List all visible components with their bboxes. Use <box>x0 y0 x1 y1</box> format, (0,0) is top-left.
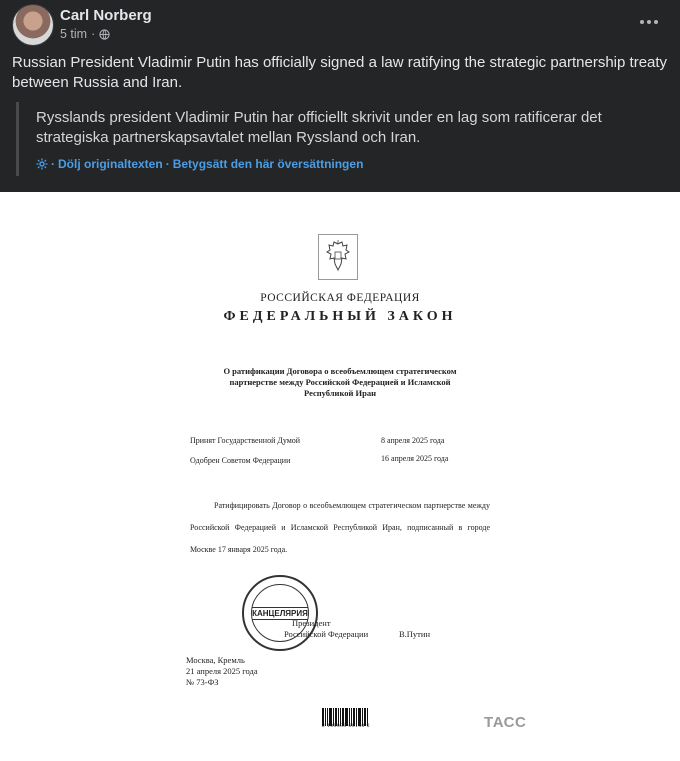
adopted-label: Принят Государственной Думой <box>190 436 301 445</box>
law-title <box>190 366 490 399</box>
country-heading: РОССИЙСКАЯ ФЕДЕРАЦИЯ <box>260 292 420 304</box>
translation-links <box>36 157 363 171</box>
law-heading: ФЕДЕРАЛЬНЫЙ ЗАКОН <box>223 309 457 324</box>
translate-gear-icon <box>36 158 48 170</box>
translation-block <box>16 102 669 176</box>
link-separator: · <box>51 157 55 171</box>
more-options-button[interactable] <box>638 11 660 33</box>
law-title-line: Республикой Иран <box>303 388 376 398</box>
place-and-number <box>186 655 258 688</box>
date-line: 21 апреля 2025 года <box>186 666 258 676</box>
avatar[interactable] <box>12 4 54 46</box>
link-separator: · <box>165 157 170 171</box>
double-headed-eagle-icon <box>325 240 351 274</box>
law-title-line: О ратификации Договора о всеобъемлющем стратегическом <box>223 366 457 376</box>
law-document-image[interactable] <box>0 192 680 761</box>
chancellery-stamp <box>242 575 318 651</box>
more-dots-icon <box>640 20 644 24</box>
hide-original-link[interactable]: Dölj originaltexten <box>58 157 163 171</box>
signature-role-line-1: Президент <box>292 618 331 628</box>
signature-name: В.Путин <box>399 629 430 639</box>
approved-date: 16 апреля 2025 года <box>381 454 449 463</box>
post-time[interactable]: 5 tim <box>60 27 88 41</box>
law-body-text: Ратифицировать Договор о всеобъемлющем стратегическом партнерстве между Российской Федерацией и Исламской Республикой Иран, подписанный в городе Москве 17 января 2025 года. <box>190 501 490 554</box>
law-body <box>190 495 490 561</box>
tass-logo: ТАСС <box>484 714 527 731</box>
facebook-post <box>0 0 680 192</box>
law-title-line: партнерстве между Российской Федерацией и Исламской <box>229 377 451 387</box>
law-number: № 73-ФЗ <box>186 677 219 687</box>
rate-translation-link[interactable]: Betygsätt den här översättningen <box>172 157 364 171</box>
post-text: Russian President Vladimir Putin has officially signed a law ratifying the strategic partnership treaty between Russia and Iran. <box>12 54 668 91</box>
translation-text: Rysslands president Vladimir Putin har officiellt skrivit under en lag som ratificerar det strategiska partnerskapsavtalet mellan Ryssland och Iran. <box>36 109 602 146</box>
place-line: Москва, Кремль <box>186 655 245 665</box>
adopted-date: 8 апреля 2025 года <box>381 436 445 445</box>
globe-icon <box>99 29 110 40</box>
meta-dot: · <box>91 27 96 41</box>
post-meta <box>60 27 110 41</box>
approved-label: Одобрен Советом Федерации <box>190 456 291 465</box>
barcode-number: 2 100088 68140 0 <box>322 723 370 729</box>
signature-role-line-2: Российской Федерации <box>284 629 369 639</box>
coat-of-arms-emblem <box>318 234 358 280</box>
author-name[interactable]: Carl Norberg <box>60 7 152 24</box>
stamp-label: КАНЦЕЛЯРИЯ <box>252 608 308 618</box>
